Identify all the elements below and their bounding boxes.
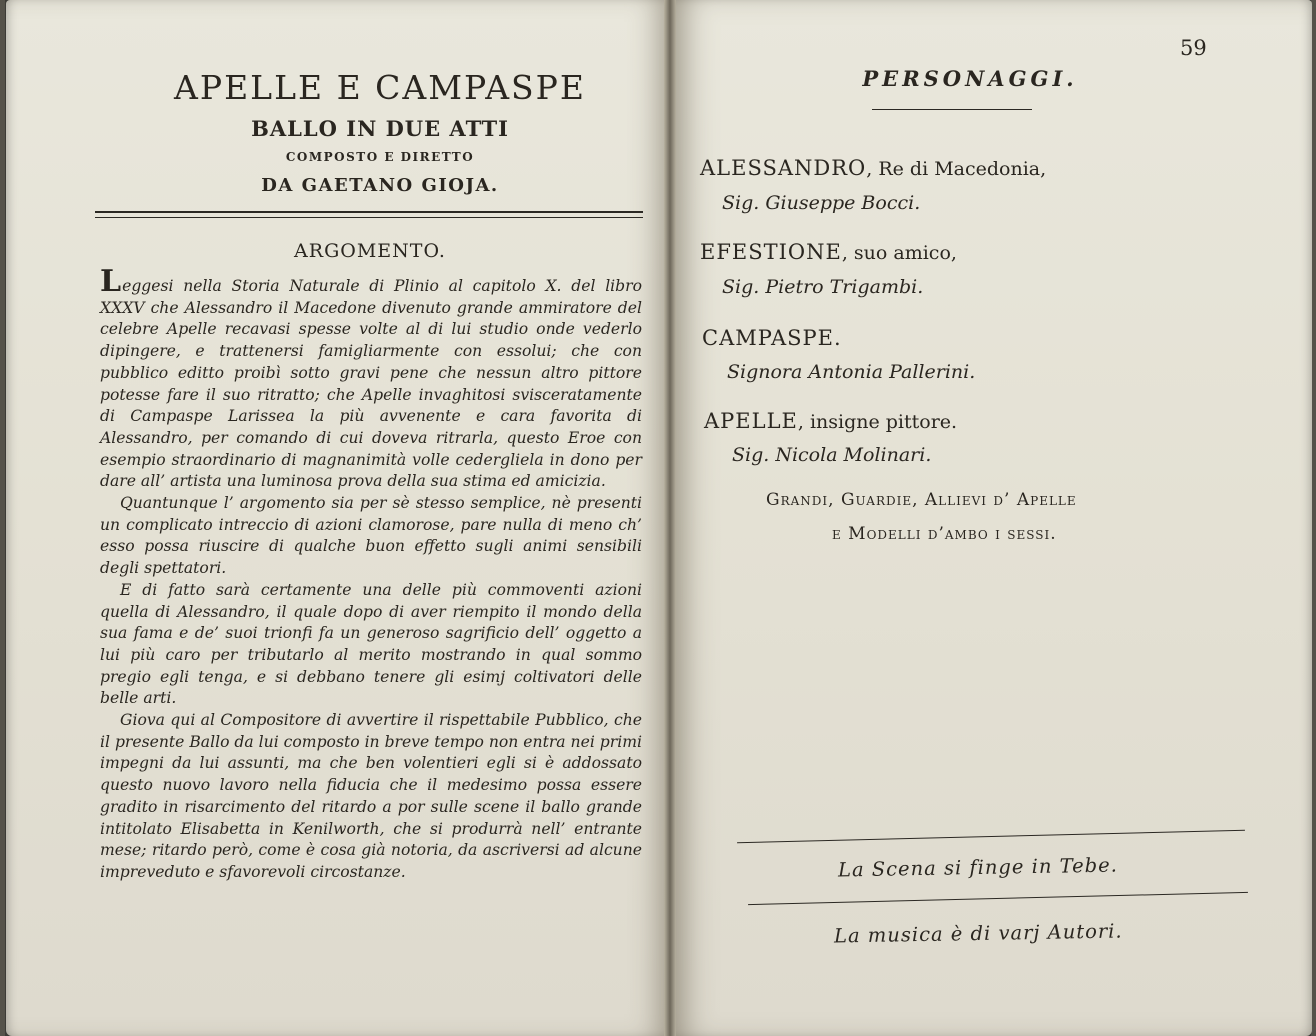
composto-line: COMPOSTO E DIRETTO bbox=[285, 150, 475, 164]
actor-apelle: Sig. Nicola Molinari. bbox=[732, 444, 932, 466]
personaggi-heading: PERSONAGGI. bbox=[862, 66, 1078, 91]
music-line: La musica è di varj Autori. bbox=[833, 919, 1123, 948]
paragraph-2: Quantunque l’ argomento sia per sè stesso semplice, nè presenti un complicato intreccio di azioni clamorose, pare nulla di meno ch’ esso possa riuscire di qualche buon effetto sugli animi sensibili degli spettatori. bbox=[100, 494, 642, 578]
drop-cap: L bbox=[100, 264, 122, 299]
actor-alessandro: Sig. Giuseppe Bocci. bbox=[722, 192, 921, 214]
author-line: DA GAETANO GIOJA. bbox=[261, 175, 499, 196]
character-efestione bbox=[700, 240, 957, 264]
double-rule bbox=[95, 211, 643, 218]
paragraph-3: E di fatto sarà certamente una delle più commoventi azioni quella di Alessandro, il quale dopo di aver riempito il mondo della sua fama e de’ suoi trionfi fa un generoso sagrificio dell’ oggetto a lui più caro per tributarlo al merito mostrando in qual sommo pregio egli tenga, e si debbano tenere gli esimj coltivatori delle belle arti. bbox=[100, 580, 642, 708]
ballet-subtitle: BALLO IN DUE ATTI bbox=[251, 116, 509, 141]
paragraph-1-text: eggesi nella Storia Naturale di Plinio al capitolo X. del libro XXXV che Alessandro il Macedone divenuto grande ammiratore del celebre Apelle recavasi spesse volte al di lui studio onde vederlo dipingere, e trattenersi famigliarmente con essolui; che con pubblico editto proibì sotto gravi pene che nessun altro pittore potesse fare il suo ritratto; che Apelle invaghitosi svisceratamente di Campaspe Larissea la più avvenente e cara favorita di Alessandro, per comando di cui doveva ritrarla, questo Eroe con esempio straordinario di magnanimità volle cedergliela in dono per dare all’ artista una luminosa prova della sua stima ed amicizia. bbox=[100, 277, 642, 491]
argomento-heading: ARGOMENTO. bbox=[294, 240, 446, 262]
chorus-line-2: e Modelli d’ambo i sessi. bbox=[832, 524, 1057, 544]
chorus-line-1: Grandi, Guardie, Allievi d’ Apelle bbox=[766, 490, 1077, 510]
character-role: , suo amico, bbox=[841, 242, 957, 264]
character-name: ALESSANDRO bbox=[700, 156, 867, 180]
character-name: EFESTIONE bbox=[700, 240, 842, 264]
character-role: , Re di Macedonia, bbox=[866, 158, 1047, 180]
actor-campaspe: Signora Antonia Pallerini. bbox=[727, 361, 976, 383]
ballet-title: APELLE E CAMPASPE bbox=[174, 68, 586, 107]
paragraph-1 bbox=[100, 264, 642, 493]
character-campaspe bbox=[702, 326, 842, 350]
character-alessandro bbox=[700, 156, 1046, 180]
character-apelle bbox=[704, 409, 957, 433]
short-rule bbox=[872, 109, 1032, 110]
actor-efestione: Sig. Pietro Trigambi. bbox=[722, 276, 924, 298]
page-number: 59 bbox=[1180, 36, 1207, 60]
character-name: APELLE bbox=[704, 409, 798, 433]
character-name: CAMPASPE. bbox=[702, 326, 842, 350]
scene-line: La Scena si finge in Tebe. bbox=[837, 853, 1119, 882]
paragraph-4: Giova qui al Compositore di avvertire il rispettabile Pubblico, che il presente Ballo da lui composto in breve tempo non entra nei primi impegni da lui assunti, ma che ben volentieri egli si è addossato questo nuovo lavoro nella fiducia che il medesimo possa essere gradito in risarcimento del ritardo a por sulle scene il ballo grande intitolato Elisabetta in Kenilworth, che si produrrà nell’ entrante mese; ritardo però, come è cosa già notoria, da ascriversi ad alcune impreveduto e sfavorevoli circostanze. bbox=[100, 711, 642, 881]
character-role: , insigne pittore. bbox=[797, 411, 958, 433]
argomento-text bbox=[100, 264, 642, 884]
book-edge-left bbox=[0, 0, 5, 1036]
